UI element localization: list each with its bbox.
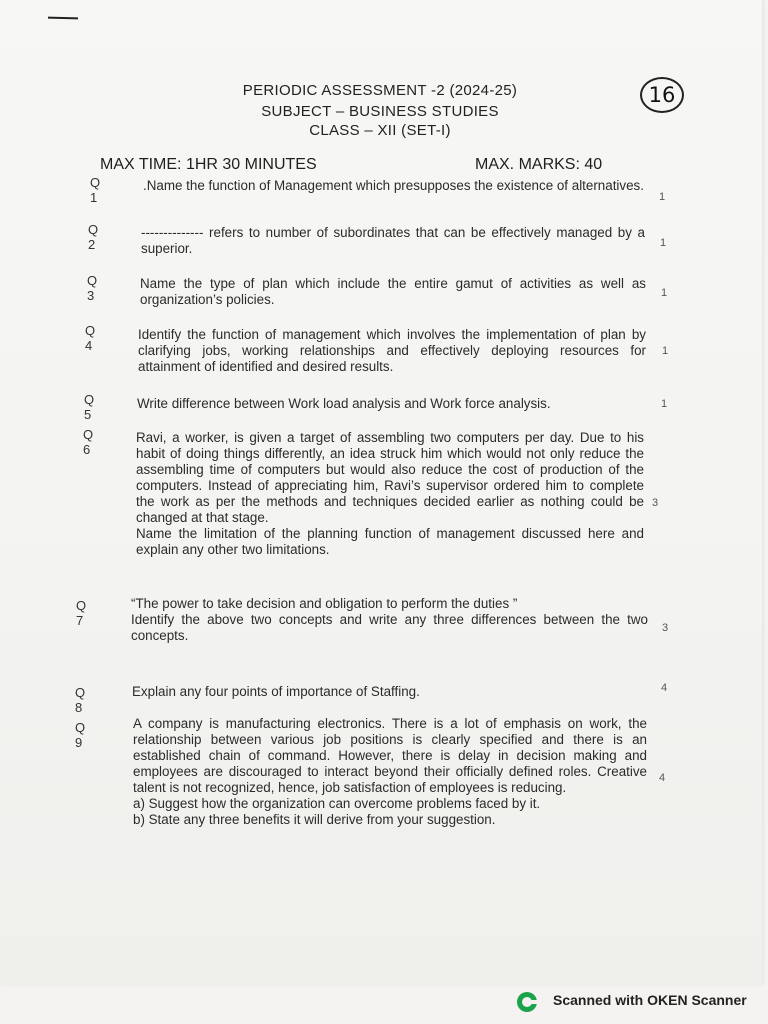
oken-scanner-logo-icon: [517, 992, 537, 1012]
max-time: MAX TIME: 1HR 30 MINUTES: [100, 156, 317, 173]
scenario-text: A company is manufacturing electronics. There is a lot of emphasis on work, the relationship between various job positions is clearly specified and there is an established chain of command. However, there is delay in decision making and employees are discouraged to interact beyond their officially defined roles. Creative talent is not recognized, hence, job satisfaction of employees is reducing.: [133, 716, 647, 795]
question-text: [133, 716, 647, 828]
question-text: Identify the function of management which involves the implementation of plan by clarifying jobs, working relationships and effectively deploying resources for attainment of identified and desired results.: [138, 327, 646, 374]
pen-mark: [48, 17, 78, 20]
question-text: Write difference between Work load analysis and Work force analysis.: [137, 396, 551, 411]
question-text: [136, 430, 644, 558]
question-text: .Name the function of Management which presupposes the existence of alternatives.: [143, 178, 644, 193]
exam-title: PERIODIC ASSESSMENT -2 (2024-25): [242, 82, 518, 99]
question-marks: 4: [659, 772, 666, 784]
question-number: Q 7: [76, 598, 87, 628]
page-number-circle: 16: [640, 77, 684, 113]
question-number: Q 6: [83, 427, 94, 457]
question-text: [131, 596, 648, 644]
question-marks: 1: [661, 287, 668, 299]
question-prompt: Identify the above two concepts and write any three differences between the two concepts.: [131, 612, 648, 643]
question-marks: 3: [662, 622, 669, 634]
question-text: Name the type of plan which include the entire gamut of activities as well as organization’s policies.: [140, 276, 646, 307]
question-marks: 1: [659, 191, 666, 203]
class-title: CLASS – XII (SET-I): [309, 122, 451, 139]
question-text: -------------- refers to number of subordinates that can be effectively managed by a superior.: [141, 225, 645, 256]
question-marks: 4: [661, 682, 668, 694]
question-number: Q 9: [75, 720, 86, 750]
question-number: Q 3: [87, 273, 98, 303]
question-number: Q 5: [84, 392, 95, 422]
question-marks: 1: [662, 345, 669, 357]
question-number: Q 4: [85, 323, 96, 353]
question-number: Q 8: [75, 685, 86, 715]
scenario-text: Ravi, a worker, is given a target of assembling two computers per day. Due to his habit of doing things differently, an idea struck him which would not only reduce the assembling time of computers but would also reduce the cost of production of the computers. Instead of appreciating him, Ravi’s supervisor ordered him to complete the work as per the methods and techniques decided earlier as nothing could be changed at that stage.: [136, 430, 644, 525]
scanner-watermark: Scanned with OKEN Scanner: [553, 992, 747, 1008]
question-number: Q 1: [90, 175, 101, 205]
question-part-b: b) State any three benefits it will derive from your suggestion.: [133, 812, 496, 827]
quote-text: “The power to take decision and obligation to perform the duties ”: [131, 596, 518, 611]
question-part-a: a) Suggest how the organization can overcome problems faced by it.: [133, 796, 541, 811]
subject-title: SUBJECT – BUSINESS STUDIES: [261, 103, 499, 120]
question-number: Q 2: [88, 222, 99, 252]
question-marks: 1: [661, 398, 668, 410]
question-prompt: Name the limitation of the planning function of management discussed here and explain any other two limitations.: [136, 526, 644, 557]
question-marks: 3: [652, 497, 659, 509]
question-text: Explain any four points of importance of Staffing.: [132, 684, 420, 699]
max-marks: MAX. MARKS: 40: [475, 156, 603, 173]
question-marks: 1: [660, 237, 667, 249]
